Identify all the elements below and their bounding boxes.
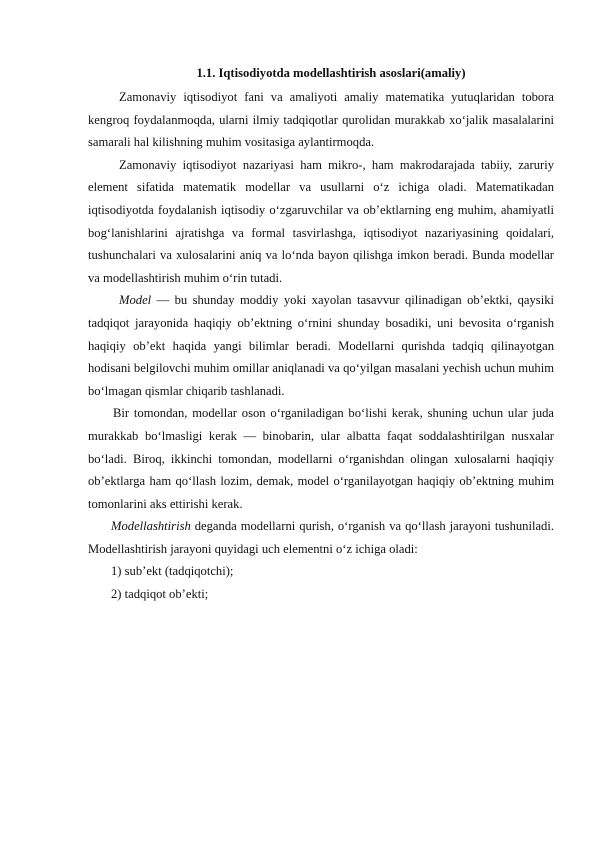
term-model: Model <box>119 293 152 308</box>
list-item: 1) sub’ekt (tadqiqotchi); <box>111 564 234 579</box>
section-heading: 1.1. Iqtisodiyotda modellashtirish asoslari(amaliy) <box>196 66 466 80</box>
paragraph-model-definition <box>88 289 554 402</box>
modelling-definition-text: deganda modellarni qurish, o‘rganish va qo‘llash jarayoni tushuniladi. Modellashtirish jarayoni quyidagi uch elementni o‘z ichiga oladi: <box>88 519 554 556</box>
list-item: 2) tadqiqot ob’ekti; <box>111 587 209 602</box>
paragraph-modelling-definition <box>88 515 554 560</box>
paragraph-theory: Zamonaviy iqtisodiyot nazariyasi ham mikro-, ham makrodarajada tabiiy, zaruriy element sifatida matematik modellar va usullarni o‘z ichiga oladi. Matematikadan iqtisodiyotda foydalanish iqtisodiy o‘zgaruvchilar va ob’ektlarning eng muhim, ahamiyatli bog‘lanishlarini ajratishga va formal tasvirlashga, iqtisodiyot nazariyasining qoidalari, tushunchalari va xulosalarini aniq va lo‘nda bayon qilishga imkon beradi. Bunda modellar va modellashtirish muhim o‘rin tutadi. <box>88 157 554 285</box>
paragraph-model-requirements: Bir tomondan, modellar oson o‘rganiladigan bo‘lishi kerak, shuning uchun ular juda murakkab bo‘lmasligi kerak — binobarin, ular albatta faqat soddalashtirilgan nusxalar bo‘ladi. Biroq, ikkinchi tomondan, modellarni o‘rganishdan olingan xulosalarni haqiqiy ob’ektlarga ham qo‘llash lozim, demak, model o‘rganilayotgan haqiqiy ob’ektning muhim tomonlarini aks ettirishi kerak. <box>88 406 554 511</box>
document-page <box>88 64 554 606</box>
paragraph-intro: Zamonaviy iqtisodiyot fani va amaliyoti amaliy matematika yutuqlaridan tobora kengroq foydalanmoqda, ularni ilmiy tadqiqotlar qurolidan murakkab xo‘jalik masalalarini samarali hal kilishning muhim vositasiga aylantirmoqda. <box>88 90 554 150</box>
term-modellashtirish: Modellashtirish <box>111 519 191 534</box>
model-definition-text: — bu shunday moddiy yoki xayolan tasavvur qilinadigan ob’ektki, qaysiki tadqiqot jarayonida haqiqiy ob’ektning o‘rnini shunday bosadiki, uni bevosita o‘rganish haqiqiy ob’ekt haqida yangi bilimlar beradi. Modellarni qurishda tadqiq qilinayotgan hodisani belgilovchi muhim omillar aniqlanadi va qo‘yilgan masalani yechish uchun muhim bo‘lmagan qismlar chiqarib tashlanadi. <box>88 293 554 398</box>
